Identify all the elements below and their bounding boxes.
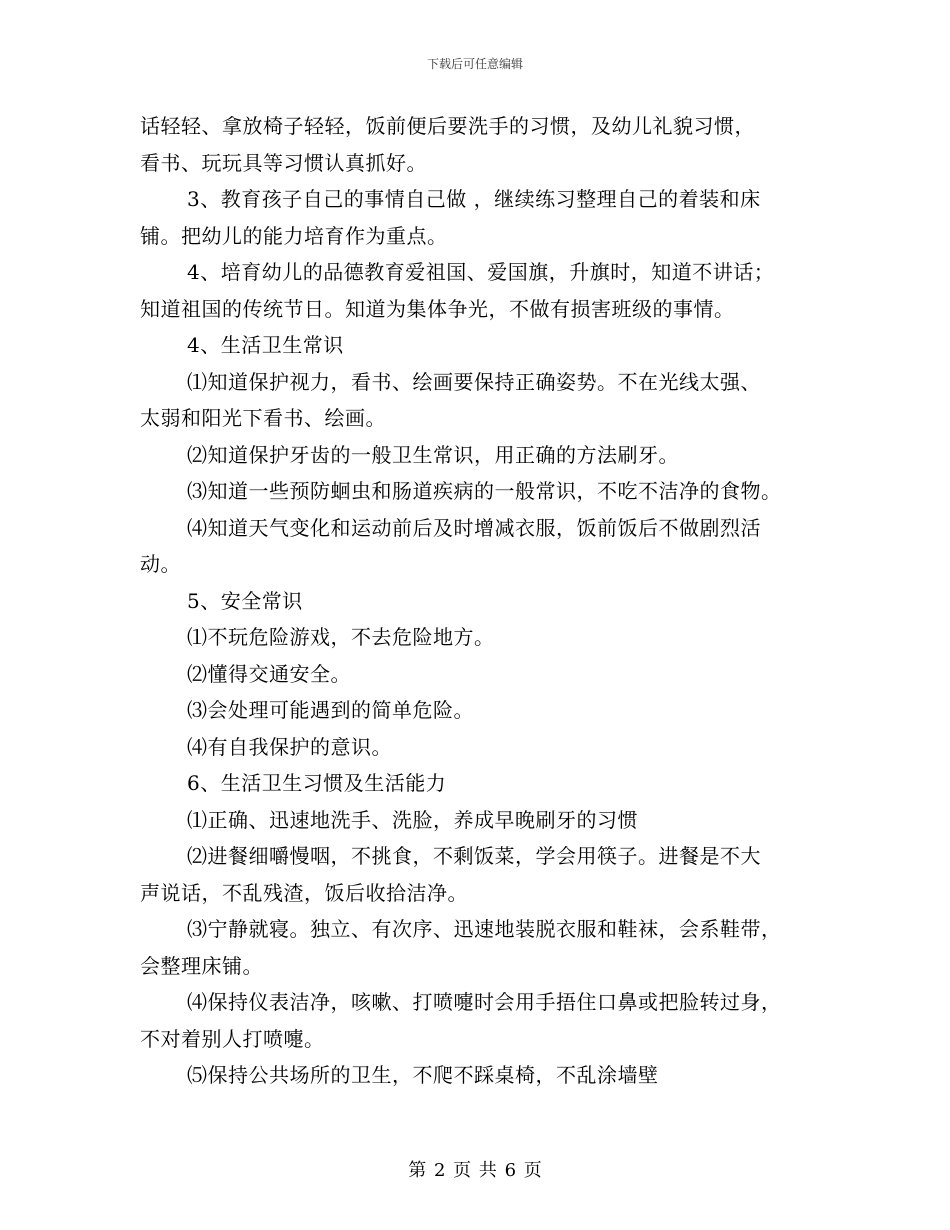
text-line: 3、教育孩子自己的事情自己做 ，继续练习整理自己的着装和床 (187, 187, 761, 211)
text-line: ⑷知道天气变化和运动前后及时增减衣服，饭前饭后不做剧烈活 (187, 515, 761, 540)
text-line: ⑷保持仪表洁净，咳嗽、打喷嚏时会用手捂住口鼻或把脸转过身， (187, 990, 782, 1014)
text-line: 会整理床铺。 (140, 953, 263, 978)
page-footer: 第 2 页 共 6 页 (408, 1160, 542, 1181)
text-line: ⑴正确、迅速地洗手、洗脸，养成早晚刷牙的习惯 (187, 807, 638, 832)
text-line: ⑴不玩危险游戏，不去危险地方。 (187, 625, 495, 649)
text-line: 声说话，不乱残渣，饭后收拾洁净。 (140, 880, 468, 905)
text-line: ⑵知道保护牙齿的一般卫生常识，用正确的方法刷牙。 (187, 442, 679, 467)
text-line: 知道祖国的传统节日。知道为集体争光，不做有损害班级的事情。 (140, 296, 735, 321)
text-line: ⑵懂得交通安全。 (187, 661, 351, 686)
text-line: ⑶宁静就寝。独立、有次序、迅速地装脱衣服和鞋袜，会系鞋带， (187, 917, 782, 941)
text-line: ⑴知道保护视力，看书、绘画要保持正确姿势。不在光线太强、 (187, 369, 761, 394)
text-line: 太弱和阳光下看书、绘画。 (140, 406, 386, 430)
text-line: ⑸保持公共场所的卫生，不爬不踩桌椅，不乱涂墙壁 (187, 1063, 659, 1087)
text-line: 4、培育幼儿的品德教育爱祖国、爱国旗，升旗时，知道不讲话； (187, 260, 775, 284)
body-text (140, 108, 820, 1094)
text-line: ⑶会处理可能遇到的简单危险。 (187, 698, 474, 722)
text-line: ⑶知道一些预防蛔虫和肠道疾病的一般常识，不吃不洁净的食物。 (187, 479, 782, 503)
text-line: 5、安全常识 (187, 588, 303, 613)
text-line: 看书、玩玩具等习惯认真抓好。 (140, 150, 427, 175)
text-line: 4、生活卫生常识 (187, 333, 344, 357)
text-line: 话轻轻、拿放椅子轻轻，饭前便后要洗手的习惯，及幼儿礼貌习惯， (140, 114, 755, 138)
text-line: 不对着别人打喷嚏。 (140, 1026, 325, 1051)
text-line: 6、生活卫生习惯及生活能力 (187, 771, 447, 795)
text-line: 铺。把幼儿的能力培育作为重点。 (140, 223, 448, 248)
text-line: ⑷有自我保护的意识。 (187, 734, 392, 759)
text-line: 动。 (140, 552, 181, 576)
text-line: ⑵进餐细嚼慢咽，不挑食，不剩饭菜，学会用筷子。进餐是不大 (187, 844, 761, 868)
page-header: 下载后可任意编辑 (426, 57, 523, 71)
